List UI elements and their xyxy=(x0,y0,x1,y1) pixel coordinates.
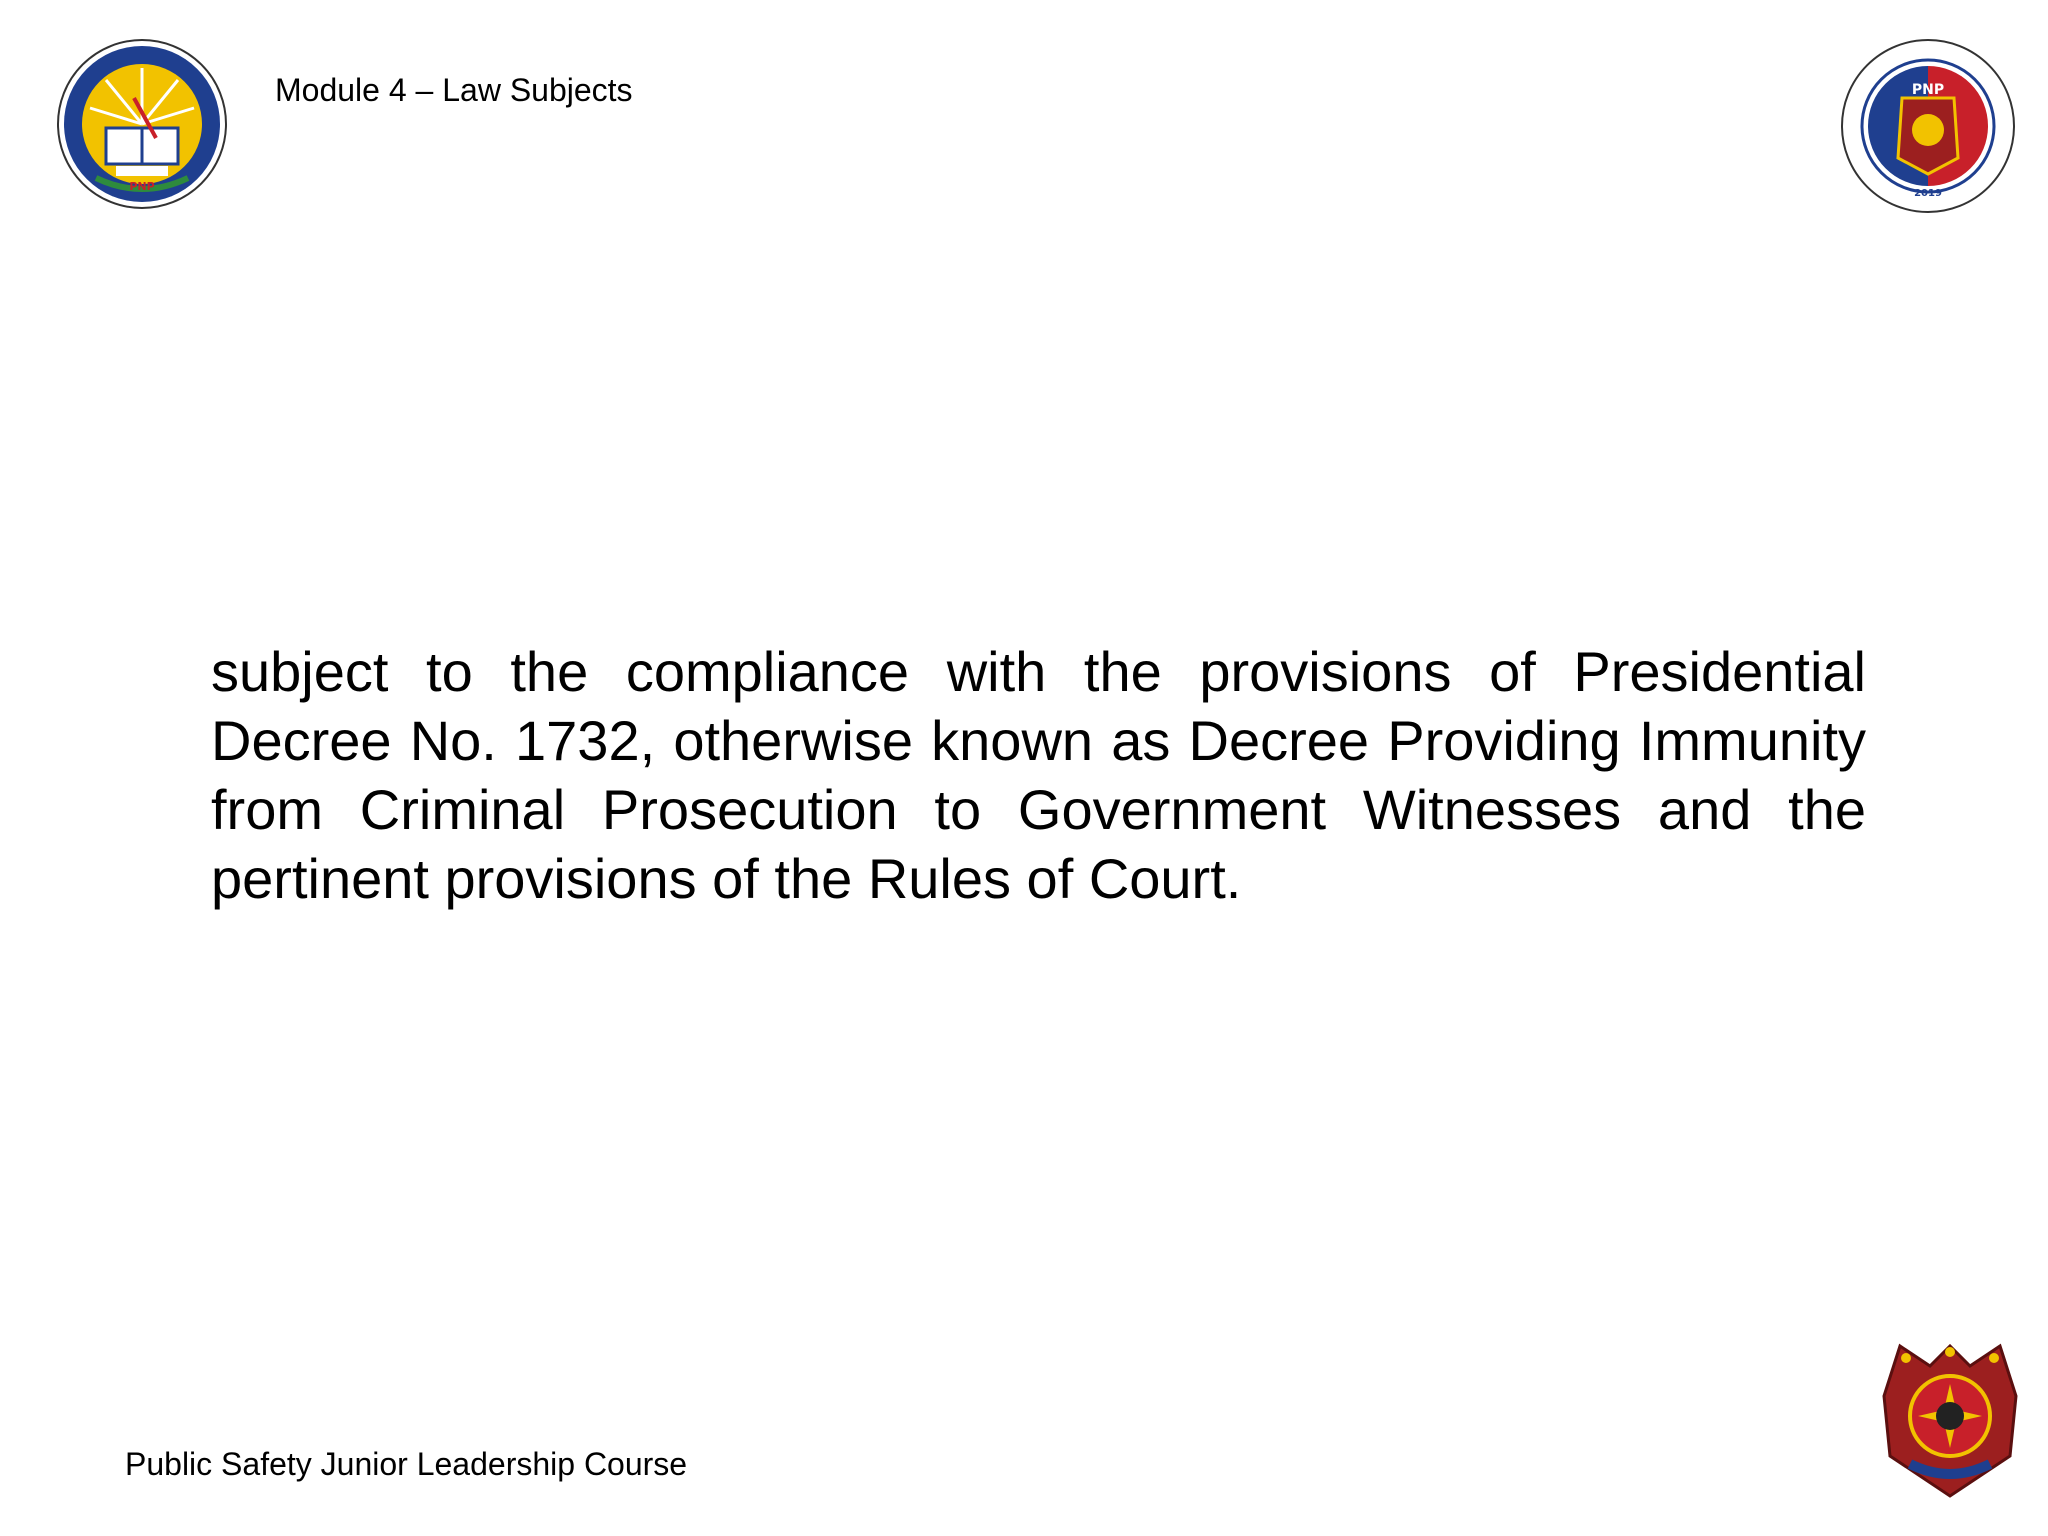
module-title: Module 4 – Law Subjects xyxy=(275,72,633,108)
pnp-training-institute-seal-icon xyxy=(1840,38,2016,214)
pnp-badge-icon xyxy=(1880,1336,2020,1500)
directorate-seal-icon xyxy=(56,38,228,210)
body-paragraph: subject to the compliance with the provisions of Presidential Decree No. 1732, otherwise known as Decree Providing Immunity from Criminal Prosecution to Government Witnesses and the pertinent provisions of the Rules of Court. xyxy=(211,640,1866,910)
right-seal-year: 2019 xyxy=(1914,188,1942,199)
course-name: Public Safety Junior Leadership Course xyxy=(125,1446,688,1482)
left-seal-emblem: PNP xyxy=(129,180,155,193)
right-seal-emblem: PNP xyxy=(1911,82,1945,98)
